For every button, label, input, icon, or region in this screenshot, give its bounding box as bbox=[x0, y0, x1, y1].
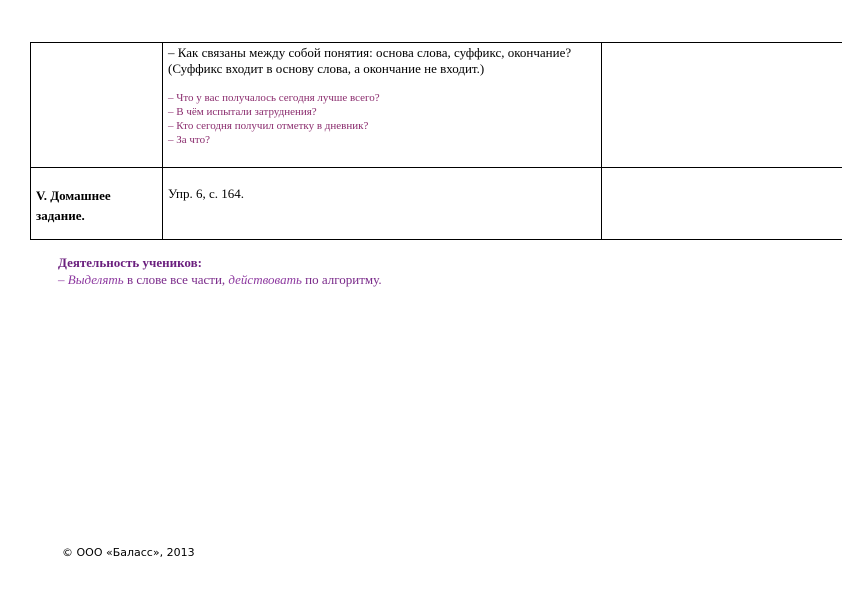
reflection-question: – За что? bbox=[168, 134, 210, 146]
activity-line bbox=[58, 271, 382, 288]
answer-line: (Суффикс входит в основу слова, а окончание не входит.) bbox=[168, 61, 485, 76]
lesson-plan-table bbox=[30, 42, 842, 240]
content-cell bbox=[163, 43, 602, 168]
activity-title: Деятельность учеников: bbox=[58, 255, 202, 270]
table-row bbox=[31, 168, 842, 240]
copyright-footer: © ООО «Баласс», 2013 bbox=[62, 546, 195, 559]
reflection-question: – Кто сегодня получил отметку в дневник? bbox=[168, 120, 369, 132]
activity-dash: – bbox=[58, 272, 68, 287]
activity-verb: Выделять bbox=[67, 272, 124, 287]
question-line: – Как связаны между собой понятия: основа слова, суффикс, окончание? bbox=[168, 45, 572, 60]
stage-title-line: V. Домашнее bbox=[36, 188, 111, 203]
reflection-question: – В чём испытали затруднения? bbox=[168, 106, 317, 118]
notes-cell bbox=[602, 168, 842, 240]
activity-text: в слове все части, bbox=[123, 272, 229, 287]
content-cell bbox=[163, 168, 602, 240]
stage-title bbox=[31, 168, 162, 226]
reflection-question: – Что у вас получалось сегодня лучше всего? bbox=[168, 92, 380, 104]
notes-cell bbox=[602, 43, 842, 168]
reflection-questions bbox=[168, 91, 595, 147]
stage-title-line: задание. bbox=[36, 208, 85, 223]
stage-cell bbox=[31, 168, 163, 240]
homework-text: Упр. 6, с. 164. bbox=[168, 186, 245, 201]
stage-cell bbox=[31, 43, 163, 168]
activity-text: по алгоритму. bbox=[301, 272, 382, 287]
table-row bbox=[31, 43, 842, 168]
student-activity bbox=[58, 254, 382, 288]
activity-verb: действовать bbox=[228, 272, 302, 287]
